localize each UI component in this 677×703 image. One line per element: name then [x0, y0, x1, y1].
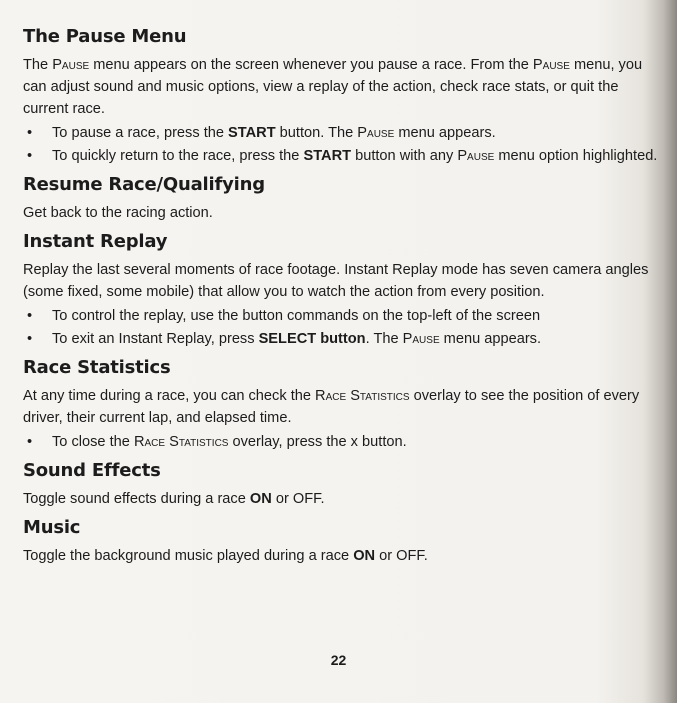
section-heading: Sound Effects	[23, 460, 161, 481]
text-run: menu appears.	[394, 125, 496, 141]
text-run: menu option highlighted.	[494, 148, 658, 164]
smallcaps-term: Pause	[532, 57, 570, 73]
section-heading: Instant Replay	[23, 231, 168, 252]
text-run: menu, you can adjust sound and music options, view a replay of the action, check race stats, or quit the current race.	[23, 57, 643, 117]
text-run: button. The	[275, 125, 358, 141]
bullet-text	[52, 148, 657, 164]
text-run: Toggle the background music played during a race	[23, 548, 354, 564]
text-run: or OFF.	[271, 491, 325, 507]
bullet-item	[23, 145, 659, 167]
section-paragraph	[23, 545, 659, 567]
text-run: overlay, press the x button.	[228, 434, 407, 450]
smallcaps-term: Pause	[457, 148, 495, 164]
bullet-glyph: •	[27, 125, 33, 141]
text-run: Get back to the racing action.	[23, 205, 213, 221]
text-run: Replay the last several moments of race footage. Instant Replay mode has seven camera angles (some fixed, some mobile) that allow you to watch the action from every position.	[23, 262, 649, 300]
text-run: or OFF.	[375, 548, 428, 564]
section-heading: The Pause Menu	[23, 26, 187, 47]
bullet-item	[23, 431, 659, 453]
text-run: To exit an Instant Replay, press	[52, 331, 259, 347]
smallcaps-term: Pause	[402, 331, 440, 347]
bold-term: START	[303, 148, 352, 164]
bullet-list	[23, 305, 659, 350]
section-race-statistics	[23, 357, 659, 453]
section-music	[23, 517, 659, 567]
bullet-item	[23, 305, 659, 327]
section-heading: Resume Race/Qualifying	[23, 174, 265, 195]
smallcaps-term: Pause	[357, 125, 395, 141]
bullet-list	[23, 122, 659, 167]
bold-term: ON	[249, 491, 272, 507]
text-run: To quickly return to the race, press the	[52, 148, 304, 164]
section-pause-menu	[23, 26, 659, 167]
bullet-text	[52, 125, 496, 141]
section-paragraph	[23, 54, 659, 120]
bullet-item	[23, 122, 659, 144]
text-run: To control the replay, use the button commands on the top-left of the screen	[52, 308, 541, 324]
page-content	[23, 26, 659, 574]
bullet-glyph: •	[27, 434, 33, 450]
text-run: button with any	[351, 148, 458, 164]
text-run: At any time during a race, you can check the	[23, 388, 316, 404]
bullet-text	[52, 331, 541, 347]
bullet-glyph: •	[27, 308, 33, 324]
text-run: To close the	[52, 434, 134, 450]
bullet-text	[52, 308, 540, 324]
section-paragraph	[23, 259, 659, 303]
smallcaps-term: Race Statistics	[133, 434, 229, 450]
text-run: The	[23, 57, 53, 73]
bullet-glyph: •	[27, 331, 33, 347]
section-paragraph	[23, 488, 659, 510]
section-paragraph	[23, 202, 659, 224]
smallcaps-term: Pause	[52, 57, 90, 73]
bullet-text	[52, 434, 407, 450]
bold-term: START	[228, 125, 276, 141]
bold-term: ON	[353, 548, 376, 564]
text-run: menu appears.	[439, 331, 542, 347]
text-run: menu appears on the screen whenever you pause a race. From the	[89, 57, 533, 73]
text-run: To pause a race, press the	[52, 125, 229, 141]
section-paragraph	[23, 385, 659, 429]
text-run: Toggle sound effects during a race	[23, 491, 250, 507]
section-sound-effects	[23, 460, 659, 510]
smallcaps-term: Race Statistics	[315, 388, 410, 404]
text-run: overlay to see the position of every driver, their current lap, and elapsed time.	[23, 388, 640, 426]
section-heading: Music	[23, 517, 81, 538]
section-resume-race	[23, 174, 659, 224]
page-number: 22	[330, 652, 347, 668]
bullet-glyph: •	[27, 148, 33, 164]
bullet-list	[23, 431, 659, 453]
bold-term: SELECT button	[258, 331, 366, 347]
section-heading: Race Statistics	[23, 357, 171, 378]
text-run: . The	[365, 331, 403, 347]
section-instant-replay	[23, 231, 659, 350]
bullet-item	[23, 328, 659, 350]
